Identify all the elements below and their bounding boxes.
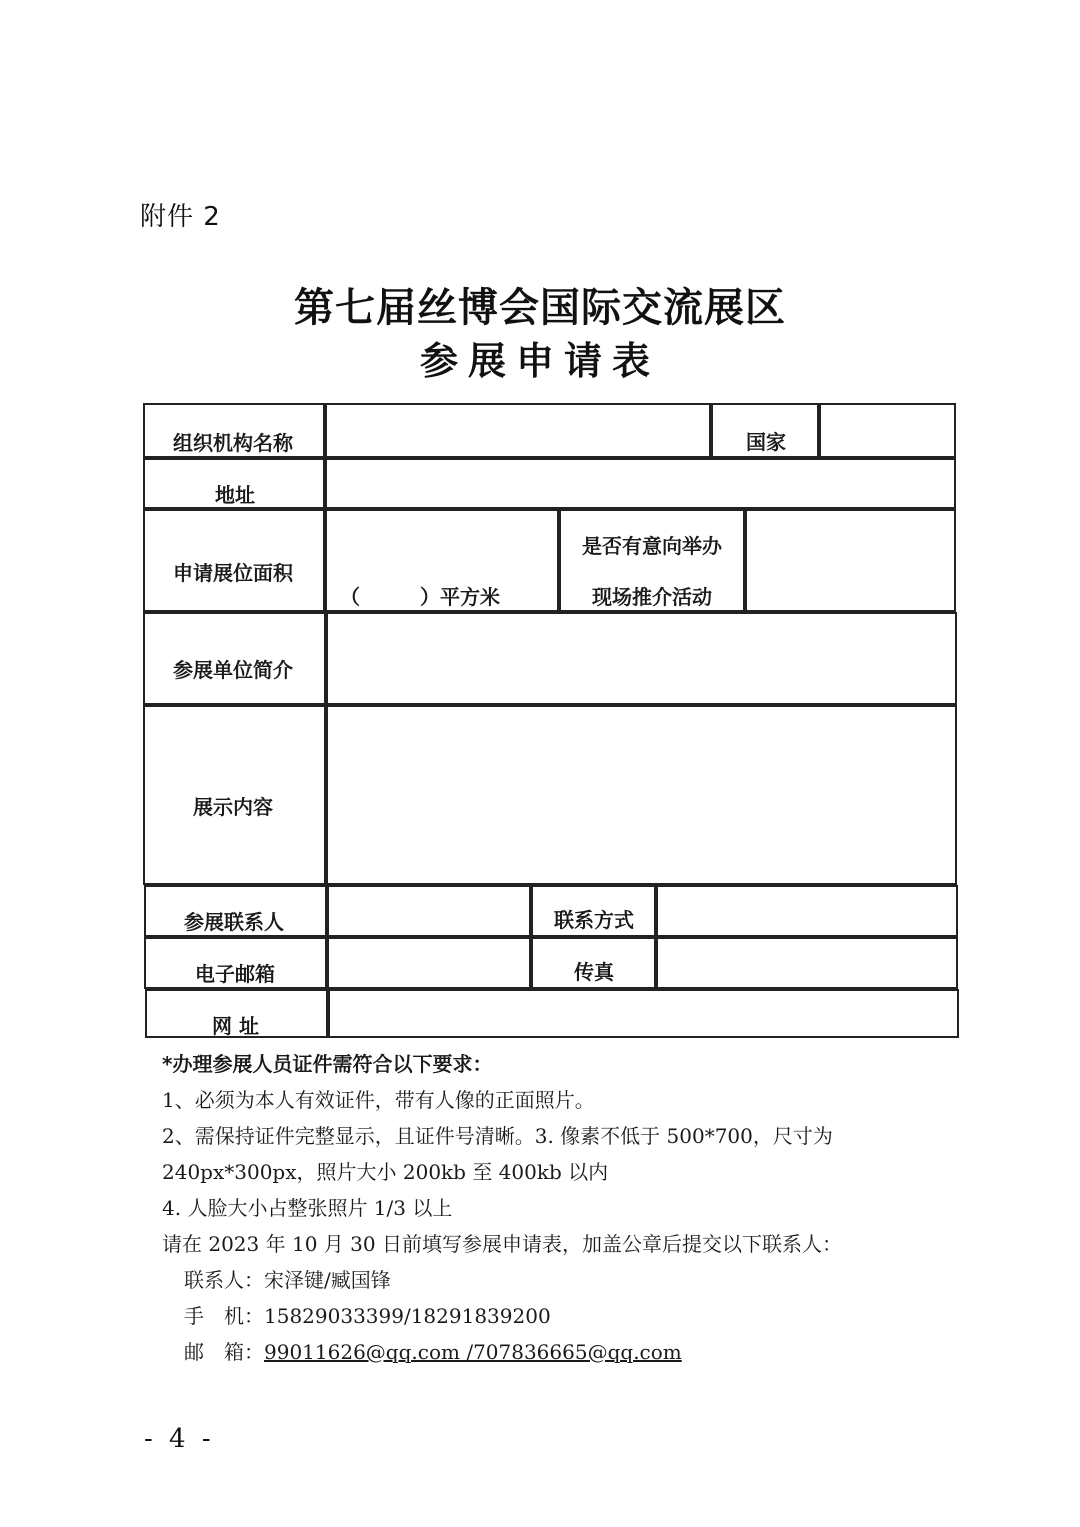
fax-input[interactable] <box>656 937 958 989</box>
contact-person-input[interactable] <box>327 885 531 937</box>
exhibit-label: 展示内容 <box>193 795 273 819</box>
contact-line <box>162 1262 842 1298</box>
notes-header: *办理参展人员证件需符合以下要求： <box>162 1052 493 1076</box>
page-number: - 4 - <box>144 1424 215 1454</box>
phone-value: 15829033399/18291839200 <box>264 1304 551 1328</box>
notes-item-2-line-1: 2、需保持证件完整显示，且证件号清晰。3. 像素不低于 500*700，尺寸为 <box>162 1124 833 1148</box>
intro-input[interactable] <box>326 612 957 705</box>
contact-names: 宋泽键/臧国锋 <box>264 1268 391 1292</box>
address-input[interactable] <box>325 458 956 509</box>
country-input[interactable] <box>819 403 956 458</box>
promo-input[interactable] <box>745 509 956 612</box>
form-title: 第七届丝博会国际交流展区 <box>294 284 786 331</box>
fax-label: 传真 <box>574 960 614 984</box>
email-input[interactable] <box>327 937 531 989</box>
notes-deadline: 请在 2023 年 10 月 30 日前填写参展申请表，加盖公章后提交以下联系人： <box>162 1232 842 1256</box>
requirements-notes <box>162 1046 842 1370</box>
attachment-label: 附件 2 <box>140 202 221 232</box>
form-subtitle: 参展申请表 <box>419 338 660 383</box>
contact-label: 联系人： <box>184 1268 264 1292</box>
notes-item-4: 4. 人脸大小占整张照片 1/3 以上 <box>162 1196 453 1220</box>
booth-area-unit: （ ）平方米 <box>340 585 500 609</box>
website-input[interactable] <box>328 989 959 1038</box>
org-name-label: 组织机构名称 <box>173 431 293 455</box>
contact-person-label: 参展联系人 <box>184 910 284 934</box>
exhibit-input[interactable] <box>326 705 957 885</box>
mail-value-link[interactable]: 99011626@qq.com /707836665@qq.com <box>264 1340 682 1364</box>
promo-label-line2: 现场推介活动 <box>592 585 712 609</box>
mail-line <box>162 1334 842 1370</box>
intro-label: 参展单位简介 <box>173 658 293 682</box>
contact-method-label: 联系方式 <box>554 908 634 932</box>
phone-label: 手 机： <box>184 1304 264 1328</box>
notes-item-2-line-2: 240px*300px，照片大小 200kb 至 400kb 以内 <box>162 1160 609 1184</box>
website-label: 网 址 <box>212 1014 259 1038</box>
contact-method-input[interactable] <box>656 885 958 937</box>
phone-line <box>162 1298 842 1334</box>
org-name-input[interactable] <box>325 403 711 458</box>
application-form-table <box>144 404 957 1038</box>
email-label: 电子邮箱 <box>195 962 275 986</box>
notes-item-1: 1、必须为本人有效证件，带有人像的正面照片。 <box>162 1088 595 1112</box>
country-label: 国家 <box>746 430 786 454</box>
promo-label-line1: 是否有意向举办 <box>582 534 722 558</box>
mail-label: 邮 箱： <box>184 1340 264 1364</box>
address-label: 地址 <box>215 483 255 507</box>
booth-area-label: 申请展位面积 <box>173 561 293 585</box>
